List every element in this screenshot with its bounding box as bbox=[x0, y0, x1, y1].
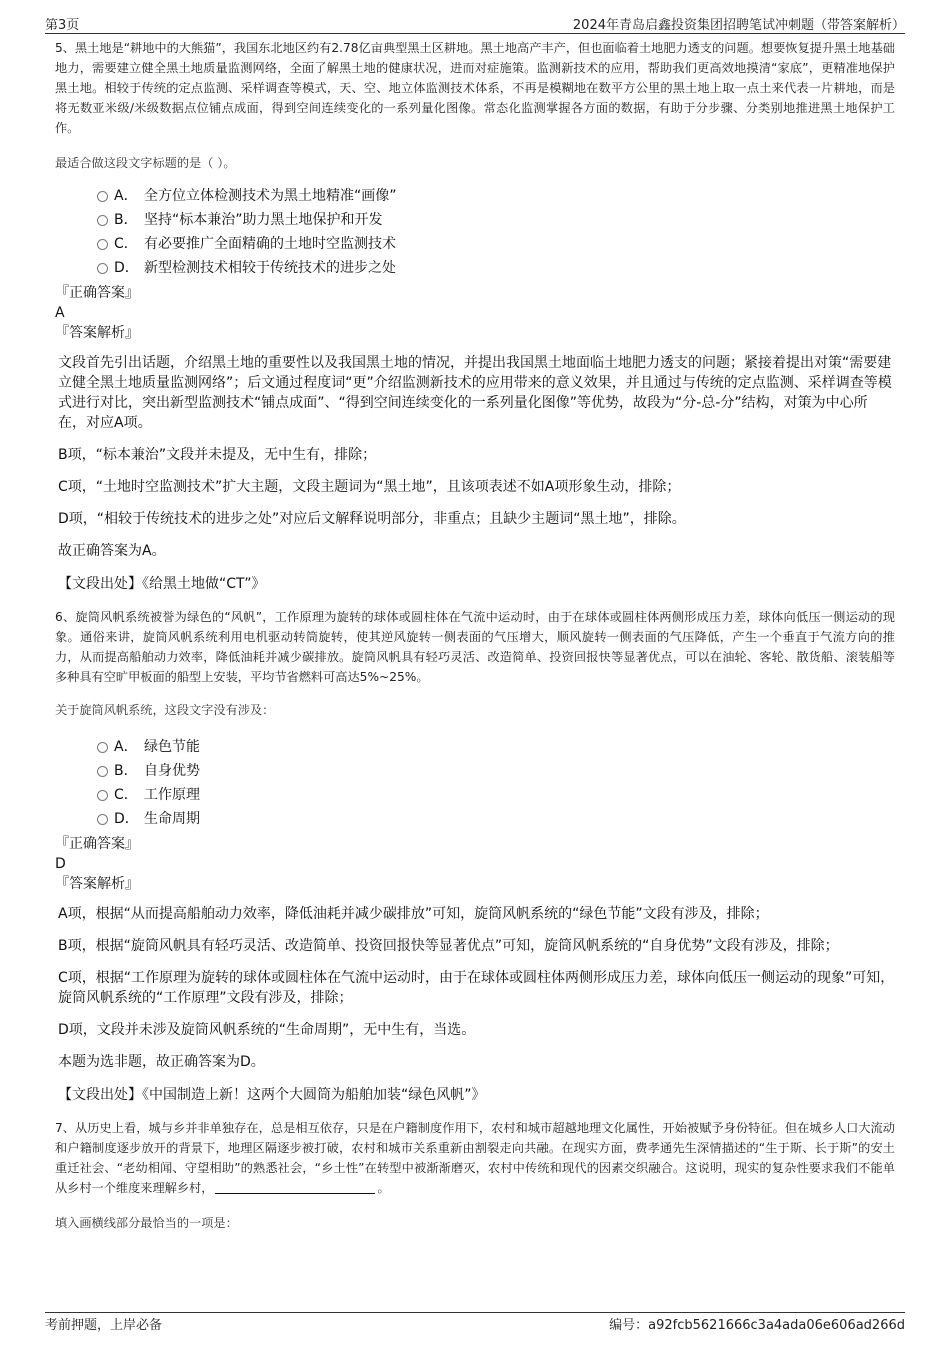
question-5-option-d[interactable] bbox=[55, 255, 895, 279]
radio-button-icon[interactable] bbox=[97, 790, 108, 801]
fill-in-blank bbox=[215, 1179, 375, 1194]
question-6-analysis-label: 『答案解析』 bbox=[55, 876, 139, 892]
option-letter: B． bbox=[114, 212, 138, 228]
question-6-source: 【文段出处】《中国制造上新！这两个大圆筒为船舶加装“绿色风帆”》 bbox=[58, 1087, 486, 1103]
question-5 bbox=[55, 38, 895, 593]
question-5-analysis-2: B项，“标本兼治”文段并未提及，无中生有，排除； bbox=[58, 447, 377, 463]
radio-button-icon[interactable] bbox=[97, 191, 108, 202]
question-6-analysis-2: B项，根据“旋筒风帆具有轻巧灵活、改造简单、投资回报快等显著优点”可知，旋筒风帆系统的“自身优势”文段有涉及，排除； bbox=[58, 938, 839, 954]
question-5-source: 【文段出处】《给黑土地做“CT”》 bbox=[58, 576, 266, 592]
question-5-answer-label: 『正确答案』 bbox=[55, 285, 139, 301]
header-divider bbox=[45, 33, 905, 34]
question-6-answer: D bbox=[55, 856, 66, 872]
question-6-option-a[interactable] bbox=[55, 734, 895, 758]
question-6-options bbox=[55, 734, 895, 830]
option-letter: D． bbox=[114, 811, 139, 827]
question-6-analysis-3: C项，根据“工作原理为旋转的球体或圆柱体在气流中运动时，由于在球体或圆柱体两侧形成压力差，球体向低压一侧运动的现象”可知，旋筒风帆系统的“工作原理”文段有涉及，排除； bbox=[58, 970, 895, 1006]
radio-button-icon[interactable] bbox=[97, 814, 108, 825]
question-6-option-b[interactable] bbox=[55, 758, 895, 782]
option-text: 坚持“标本兼治”助力黑土地保护和开发 bbox=[144, 212, 383, 228]
option-text: 自身优势 bbox=[144, 763, 200, 779]
document-serial-number: 编号：a92fcb5621666c3a4ada06e606ad266d bbox=[609, 1318, 905, 1333]
option-text: 生命周期 bbox=[144, 811, 200, 827]
question-5-option-c[interactable] bbox=[55, 231, 895, 255]
question-5-options bbox=[55, 183, 895, 279]
document-body bbox=[55, 38, 895, 1231]
option-letter: C． bbox=[114, 787, 138, 803]
option-letter: A． bbox=[114, 188, 138, 204]
question-6-prompt: 关于旋筒风帆系统，这段文字没有涉及： bbox=[55, 703, 275, 717]
question-7-passage-text: 7、从历史上看，城与乡并非单独存在，总是相互依存，只是在户籍制度作用下，农村和城市超越地理文化属性，开始被赋予身份特征。但在城乡人口大流动和户籍制度逐步放开的背景下，地理区隔逐步被打破，农村和城市关系重新由割裂走向共融。在现实方面，费孝通先生深情描述的“生于斯、长于斯”的安土重迁社会、“老幼相闻、守望相助”的熟悉社会，“乡土性”在转型中被渐渐磨灭，农村中传统和现代的因素交织融合。这说明，现实的复杂性要求我们不能单从乡村一个维度来理解乡村， bbox=[55, 1121, 895, 1195]
question-7-passage-end: 。 bbox=[377, 1181, 390, 1195]
option-text: 新型检测技术相较于传统技术的进步之处 bbox=[144, 260, 396, 276]
page-header bbox=[45, 12, 905, 34]
question-5-analysis-1: 文段首先引出话题，介绍黑土地的重要性以及我国黑土地的情况，并提出我国黑土地面临土地肥力透支的问题；紧接着提出对策“需要建立健全黑土地质量监测网络”；后文通过程度词“更”介绍监测新技术的应用带来的意义效果，并且通过与传统的定点监测、采样调查等模式进行对比，突出新型监测技术“铺点成面”、“得到空间连续变化的一系列量化图像”等优势，故段为“分-总-分”结构，对策为中心所在，对应A项。 bbox=[58, 355, 892, 431]
question-5-option-a[interactable] bbox=[55, 183, 895, 207]
radio-button-icon[interactable] bbox=[97, 215, 108, 226]
question-6-answer-label: 『正确答案』 bbox=[55, 836, 139, 852]
question-5-analysis-label: 『答案解析』 bbox=[55, 325, 139, 341]
radio-button-icon[interactable] bbox=[97, 742, 108, 753]
question-6 bbox=[55, 607, 895, 1104]
question-6-option-c[interactable] bbox=[55, 782, 895, 806]
question-5-answer: A bbox=[55, 305, 65, 321]
question-6-passage: 6、旋筒风帆系统被誉为绿色的“风帆”，工作原理为旋转的球体或圆柱体在气流中运动时，由于在球体或圆柱体两侧形成压力差，球体向低压一侧运动的现象。通俗来讲，旋筒风帆系统利用电机驱动转筒旋转，使其逆风旋转一侧表面的气压增大，顺风旋转一侧表面的气压降低，产生一个垂直于气流方向的推力，从而提高船舶动力效率，降低油耗并减少碳排放。旋筒风帆具有轻巧灵活、改造简单、投资回报快等显著优点，可以在油轮、客轮、散货船、滚装船等多种具有空旷甲板面的船型上安装，平均节省燃料可高达5%~25%。 bbox=[55, 610, 895, 684]
radio-button-icon[interactable] bbox=[97, 263, 108, 274]
question-5-prompt: 最适合做这段文字标题的是（ ）。 bbox=[55, 156, 236, 170]
option-text: 工作原理 bbox=[144, 787, 200, 803]
question-5-option-b[interactable] bbox=[55, 207, 895, 231]
question-6-conclusion: 本题为选非题，故正确答案为D。 bbox=[58, 1054, 265, 1070]
radio-button-icon[interactable] bbox=[97, 766, 108, 777]
question-5-passage: 5、黑土地是“耕地中的大熊猫”，我国东北地区约有2.78亿亩典型黑土区耕地。黑土地高产丰产，但也面临着土地肥力透支的问题。想要恢复提升黑土地基础地力，需要建立健全黑土地质量监测网络，全面了解黑土地的健康状况，进而对症施策。监测新技术的应用，帮助我们更高效地摸清“家底”，更精准地保护黑土地。相较于传统的定点监测、采样调查等模式，天、空、地立体监测技术体系，不再是模糊地在数平方公里的黑土地上取一点土来代表一片耕地，而是将无数亚米级/米级数据点位铺点成面，得到空间连续变化的一系列量化图像。常态化监测掌握各方面的数据，有助于分步骤、分类别地推进黑土地保护工作。 bbox=[55, 41, 895, 135]
footer-divider bbox=[45, 1312, 905, 1313]
question-7-passage bbox=[55, 1118, 895, 1198]
option-letter: A． bbox=[114, 739, 138, 755]
option-letter: D． bbox=[114, 260, 139, 276]
footer-slogan: 考前押题，上岸必备 bbox=[45, 1318, 163, 1333]
question-5-conclusion: 故正确答案为A。 bbox=[58, 543, 166, 559]
option-text: 全方位立体检测技术为黑土地精准“画像” bbox=[144, 188, 397, 204]
question-6-analysis-4: D项，文段并未涉及旋筒风帆系统的“生命周期”，无中生有，当选。 bbox=[58, 1022, 476, 1038]
question-6-option-d[interactable] bbox=[55, 806, 895, 830]
question-7-prompt: 填入画横线部分最恰当的一项是： bbox=[55, 1216, 238, 1230]
radio-button-icon[interactable] bbox=[97, 239, 108, 250]
question-5-analysis-4: D项，“相较于传统技术的进步之处”对应后文解释说明部分，非重点；且缺少主题词“黑土地”，排除。 bbox=[58, 511, 686, 527]
option-letter: C． bbox=[114, 236, 138, 252]
option-text: 绿色节能 bbox=[144, 739, 200, 755]
page-footer bbox=[45, 1314, 905, 1334]
question-5-analysis-3: C项，“土地时空监测技术”扩大主题，文段主题词为“黑土地”，且该项表述不如A项形象生动，排除； bbox=[58, 479, 681, 495]
option-letter: B． bbox=[114, 763, 138, 779]
document-title: 2024年青岛启鑫投资集团招聘笔试冲刺题（带答案解析） bbox=[572, 18, 905, 33]
question-7 bbox=[55, 1118, 895, 1231]
question-6-analysis-1: A项，根据“从而提高船舶动力效率，降低油耗并减少碳排放”可知，旋筒风帆系统的“绿色节能”文段有涉及，排除； bbox=[58, 906, 769, 922]
page-number: 第3页 bbox=[45, 18, 80, 33]
option-text: 有必要推广全面精确的土地时空监测技术 bbox=[144, 236, 396, 252]
